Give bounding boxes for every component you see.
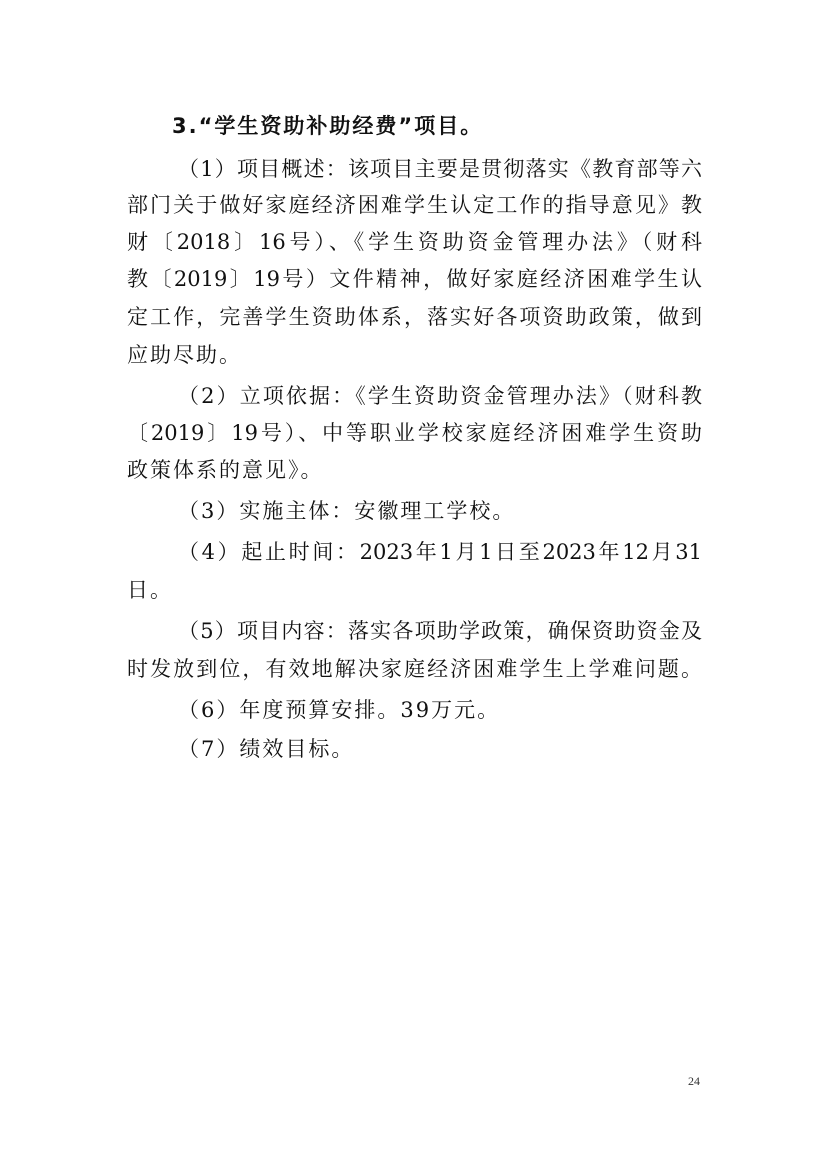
paragraph-line: （4）起止时间：2023年1月1日至2023年12月31 xyxy=(178,540,702,564)
paragraph-line: 应助尽助。 xyxy=(127,343,242,367)
paragraph-line: 定工作，完善学生资助体系，落实好各项资助政策，做到 xyxy=(127,305,702,329)
paragraph-line: 财〔2018〕16号）、《学生资助资金管理办法》（财科 xyxy=(127,230,702,254)
paragraph-line: （5）项目内容：落实各项助学政策，确保资助资金及 xyxy=(178,619,702,643)
paragraph-line: 日。 xyxy=(127,578,173,602)
paragraph-line: 〔2019〕19号）、中等职业学校家庭经济困难学生资助 xyxy=(127,421,702,445)
paragraph-line: 政策体系的意见》。 xyxy=(127,458,324,482)
paragraph-line: 教〔2019〕19号）文件精神，做好家庭经济困难学生认 xyxy=(127,267,702,291)
section-heading: 3.“学生资助补助经费”项目。 xyxy=(172,114,484,138)
page-number: 24 xyxy=(688,1074,700,1088)
paragraph-line: 部门关于做好家庭经济困难学生认定工作的指导意见》教 xyxy=(127,193,702,217)
paragraph-line: 时发放到位，有效地解决家庭经济困难学生上学难问题。 xyxy=(127,657,702,681)
paragraph-line: （1）项目概述：该项目主要是贯彻落实《教育部等六 xyxy=(178,157,702,181)
paragraph-line: （7）绩效目标。 xyxy=(178,737,355,761)
paragraph-line: （3）实施主体：安徽理工学校。 xyxy=(178,499,516,523)
paragraph-line: （6）年度预算安排。39万元。 xyxy=(178,698,501,722)
paragraph-line: （2）立项依据：《学生资助资金管理办法》（财科教 xyxy=(178,384,702,408)
